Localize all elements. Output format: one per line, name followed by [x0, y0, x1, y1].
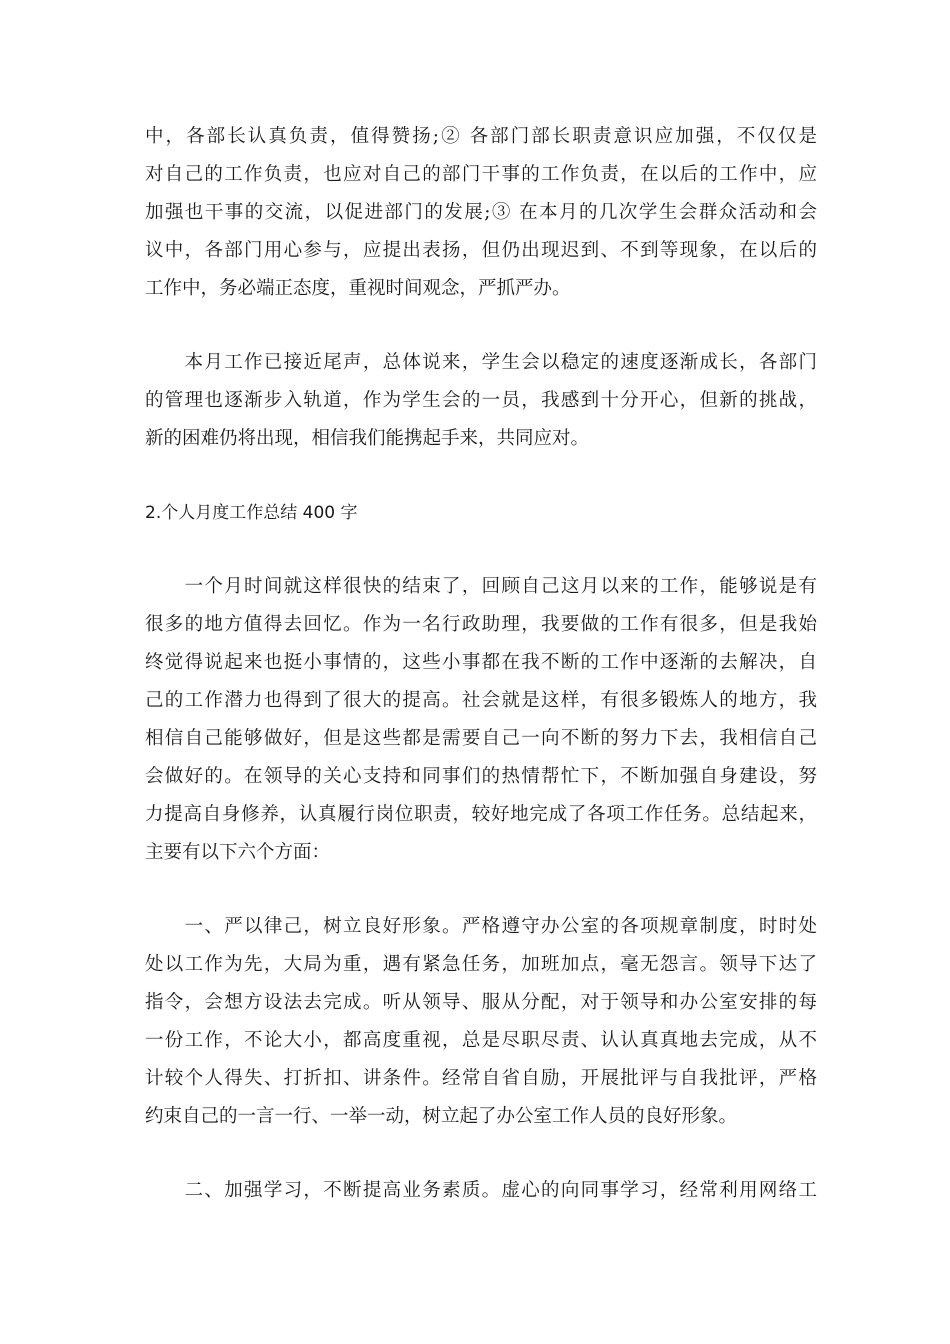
text-line: 一个月时间就这样很快的结束了，回顾自己这月以来的工作，能够说是有	[145, 576, 817, 597]
text-line: 一份工作，不论大小，都高度重视，总是尽职尽责、认认真真地去完成，从不	[145, 1030, 817, 1051]
text-line: 己的工作潜力也得到了很大的提高。社会就是这样，有很多锻炼人的地方，我	[145, 690, 817, 711]
text-line: 加强也干事的交流，以促进部门的发展;③ 在本月的几次学生会群众活动和会	[145, 202, 817, 223]
section-heading-text: 2.个人月度工作总结 400 字	[145, 503, 358, 523]
text-line: 处以工作为先，大局为重，遇有紧急任务，加班加点，毫无怨言。领导下达了	[145, 954, 817, 975]
paragraph-5	[145, 1172, 817, 1210]
text-line: 新的困难仍将出现，相信我们能携起手来，共同应对。	[145, 428, 590, 449]
section-heading	[145, 494, 817, 532]
text-line: 工作中，务必端正态度，重视时间观念，严抓严办。	[145, 278, 571, 299]
paragraph-1	[145, 118, 817, 308]
text-line: 指令，会想方设法去完成。听从领导、服从分配，对于领导和办公室安排的每	[145, 992, 817, 1013]
paragraph-gap	[145, 532, 817, 568]
paragraph-4	[145, 908, 817, 1136]
text-line: 中，各部长认真负责，值得赞扬;② 各部门部长职责意识应加强，不仅仅是	[145, 126, 817, 147]
text-line: 计较个人得失、打折扣、讲条件。经常自省自励，开展批评与自我批评，严格	[145, 1068, 817, 1089]
text-line: 力提高自身修养，认真履行岗位职责，较好地完成了各项工作任务。总结起来，	[145, 804, 817, 825]
paragraph-gap	[145, 1136, 817, 1172]
paragraph-gap	[145, 308, 817, 344]
text-line: 终觉得说起来也挺小事情的，这些小事都在我不断的工作中逐渐的去解决，自	[145, 652, 817, 673]
text-line: 本月工作已接近尾声，总体说来，学生会以稳定的速度逐渐成长，各部门	[145, 352, 817, 373]
paragraph-gap	[145, 872, 817, 908]
paragraph-3	[145, 568, 817, 872]
text-line: 一、严以律己，树立良好形象。严格遵守办公室的各项规章制度，时时处	[145, 916, 817, 937]
text-line: 主要有以下六个方面：	[145, 842, 331, 863]
paragraph-gap	[145, 458, 817, 494]
text-line: 约束自己的一言一行、一举一动，树立起了办公室工作人员的良好形象。	[145, 1106, 738, 1127]
text-line: 议中，各部门用心参与，应提出表扬，但仍出现迟到、不到等现象，在以后的	[145, 240, 817, 261]
text-line: 很多的地方值得去回忆。作为一名行政助理，我要做的工作有很多，但是我始	[145, 614, 817, 635]
text-line: 的管理也逐渐步入轨道，作为学生会的一员，我感到十分开心，但新的挑战，	[145, 390, 817, 411]
text-line: 对自己的工作负责，也应对自己的部门干事的工作负责，在以后的工作中，应	[145, 164, 817, 185]
text-line: 二、加强学习，不断提高业务素质。虚心的向同事学习，经常利用网络工	[145, 1180, 817, 1201]
document-page	[145, 118, 817, 1210]
paragraph-2	[145, 344, 817, 458]
text-line: 会做好的。在领导的关心支持和同事们的热情帮忙下，不断加强自身建设，努	[145, 766, 817, 787]
text-line: 相信自己能够做好，但是这些都是需要自己一向不断的努力下去，我相信自己	[145, 728, 817, 749]
